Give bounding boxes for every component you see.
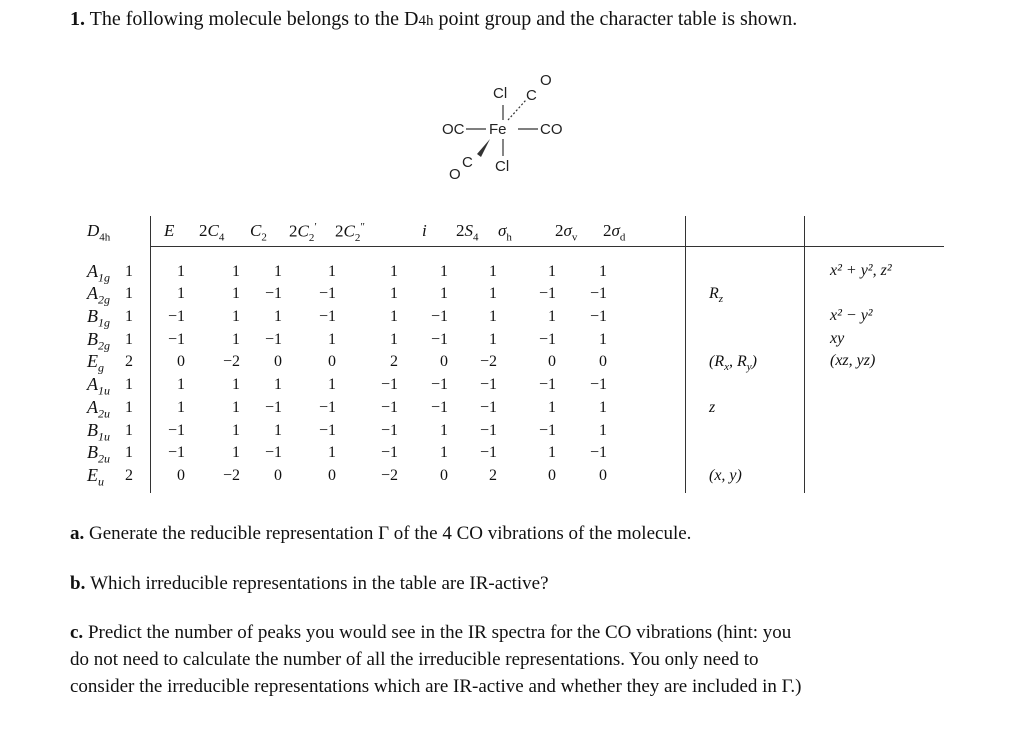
basis-function: $R_z$ [709,285,724,306]
basis-function: (x, y) [709,467,742,484]
character-value: 1 [440,444,448,461]
character-value: −1 [167,422,185,439]
character-value: −1 [589,285,607,302]
quadratic-function: xy [830,330,845,347]
character-value: 1 [125,376,133,393]
character-value: −1 [264,285,282,302]
character-value: 1 [599,422,607,439]
class-header-2: $C_2$ [250,221,267,244]
class-header-7: $\sigma_h$ [498,221,512,244]
character-value: 0 [599,353,607,370]
point-group-subscript: 4h [418,13,434,29]
character-value: −1 [479,376,497,393]
character-value: 1 [548,263,556,280]
character-value: 1 [125,399,133,416]
irrep-label-B2g: $B_{2g}$ [87,329,110,353]
question-text-before: The following molecule belongs to the D [89,8,419,30]
atom-c-topright: C [526,87,537,104]
character-value: 1 [232,376,240,393]
character-value: −1 [589,376,607,393]
atom-oc-left: OC [442,121,465,138]
character-value: 0 [599,467,607,484]
character-value: −1 [479,444,497,461]
character-value: −1 [538,422,556,439]
character-value: −1 [430,331,448,348]
character-value: 1 [390,308,398,325]
character-value: 0 [328,353,336,370]
character-value: 1 [599,399,607,416]
question-a-line-0: a. Generate the reducible representation Γ of the 4 CO vibrations of the molecule. [70,523,692,544]
character-value: 1 [232,263,240,280]
character-value: 0 [177,353,185,370]
character-value: 0 [440,353,448,370]
character-value: 1 [125,331,133,348]
quadratic-function: x² + y², z² [830,262,892,279]
character-value: 2 [125,467,133,484]
character-value: 1 [177,263,185,280]
character-value: 0 [274,467,282,484]
character-value: −1 [264,399,282,416]
character-value: 1 [274,422,282,439]
character-value: −1 [318,285,336,302]
irrep-label-A1u: $A_{1u}$ [87,374,110,398]
character-value: −2 [380,467,398,484]
irrep-label-A1g: $A_{1g}$ [87,261,110,285]
character-value: 1 [489,263,497,280]
molecule-diagram [420,72,610,187]
character-value: 1 [232,308,240,325]
character-value: 1 [232,399,240,416]
character-value: −1 [167,308,185,325]
atom-c-bottomleft: C [462,154,473,171]
character-value: −1 [538,376,556,393]
class-header-0: E [164,221,175,240]
character-value: 1 [328,444,336,461]
question-b-line-0: b. Which irreducible representations in the table are IR-active? [70,573,549,594]
question-c-line-0: c. Predict the number of peaks you would see in the IR spectra for the CO vibrations (hint: you [70,622,792,643]
character-value: 1 [274,263,282,280]
character-value: 1 [177,376,185,393]
class-header-5: i [422,221,427,240]
irrep-label-A2g: $A_{2g}$ [87,283,110,307]
character-value: 1 [125,263,133,280]
atom-o-topright: O [540,72,552,89]
character-value: 1 [548,308,556,325]
character-table [72,213,944,493]
irrep-label-B2u: $B_{2u}$ [87,442,110,466]
class-header-1: $2C_4$ [199,221,225,244]
table-divider-right [804,216,805,493]
character-value: 0 [177,467,185,484]
atom-cl-bottom: Cl [495,158,510,175]
character-value: 1 [548,444,556,461]
character-value: 0 [548,353,556,370]
character-value: −1 [430,308,448,325]
atom-o-bottomleft: O [449,166,461,183]
class-header-6: $2S_4$ [456,221,479,244]
character-value: −1 [380,422,398,439]
table-group-label: $D_{4h}$ [87,221,111,244]
character-value: 1 [599,331,607,348]
character-value: 1 [125,285,133,302]
irrep-label-Eu: $E_u$ [87,465,104,489]
question-text-after: point group and the character table is shown. [433,8,798,30]
atom-co-right: CO [540,121,563,138]
question-c-line-1: do not need to calculate the number of all the irreducible representations. You only need to [70,649,759,670]
character-value: 0 [548,467,556,484]
irrep-label-B1u: $B_{1u}$ [87,420,110,444]
irrep-label-A2u: $A_{2u}$ [87,397,110,421]
class-header-3: $2C_2'$ [289,221,317,245]
character-value: −1 [479,399,497,416]
basis-function: ($R_x$, $R_y$) [709,353,757,374]
character-value: 1 [390,263,398,280]
character-value: 1 [390,285,398,302]
character-value: 1 [489,308,497,325]
character-value: −1 [318,399,336,416]
character-value: −2 [222,353,240,370]
atom-fe: Fe [489,121,507,138]
character-value: 0 [328,467,336,484]
character-value: −1 [538,285,556,302]
basis-function: z [709,399,716,416]
character-value: −1 [479,422,497,439]
character-value: −1 [589,444,607,461]
character-value: −1 [430,376,448,393]
character-value: 1 [177,399,185,416]
character-value: −1 [167,444,185,461]
character-value: 1 [125,422,133,439]
table-header-rule [150,246,944,247]
question-c-line-2: consider the irreducible representations which are IR-active and whether they are included in Γ.) [70,676,802,697]
character-value: 2 [489,467,497,484]
character-value: −1 [380,376,398,393]
character-value: −1 [430,399,448,416]
character-value: 1 [440,285,448,302]
character-value: 1 [274,376,282,393]
character-value: −1 [264,331,282,348]
character-value: 0 [274,353,282,370]
question-number: 1. [70,8,85,30]
character-value: 2 [125,353,133,370]
table-divider-middle [685,216,686,493]
character-value: 2 [390,353,398,370]
class-header-9: $2\sigma_d$ [603,221,626,244]
quadratic-function: x² − y² [830,307,873,324]
character-value: 1 [232,331,240,348]
question-title [70,8,797,31]
character-value: −1 [318,422,336,439]
character-value: 1 [274,308,282,325]
character-value: 1 [232,422,240,439]
class-header-8: $2\sigma_v$ [555,221,578,244]
character-value: 1 [390,331,398,348]
character-value: 1 [125,308,133,325]
character-value: −1 [589,308,607,325]
character-value: −2 [222,467,240,484]
character-value: 1 [328,331,336,348]
class-header-4: $2C_2''$ [335,221,365,245]
quadratic-function: (xz, yz) [830,352,876,369]
character-value: 1 [328,263,336,280]
character-value: −1 [538,331,556,348]
character-value: 1 [440,263,448,280]
character-value: 1 [548,399,556,416]
character-value: −1 [380,399,398,416]
character-value: 1 [440,422,448,439]
character-value: 1 [232,444,240,461]
character-value: 1 [328,376,336,393]
irrep-label-B1g: $B_{1g}$ [87,306,110,330]
atom-cl-top: Cl [493,85,508,102]
character-value: 1 [599,263,607,280]
character-value: 0 [440,467,448,484]
character-value: −1 [264,444,282,461]
character-value: −1 [380,444,398,461]
character-value: −1 [167,331,185,348]
character-value: 1 [177,285,185,302]
irrep-label-Eg: $E_g$ [87,351,104,375]
character-value: 1 [489,285,497,302]
character-value: −1 [318,308,336,325]
character-value: 1 [125,444,133,461]
character-value: 1 [232,285,240,302]
character-value: −2 [479,353,497,370]
character-value: 1 [489,331,497,348]
